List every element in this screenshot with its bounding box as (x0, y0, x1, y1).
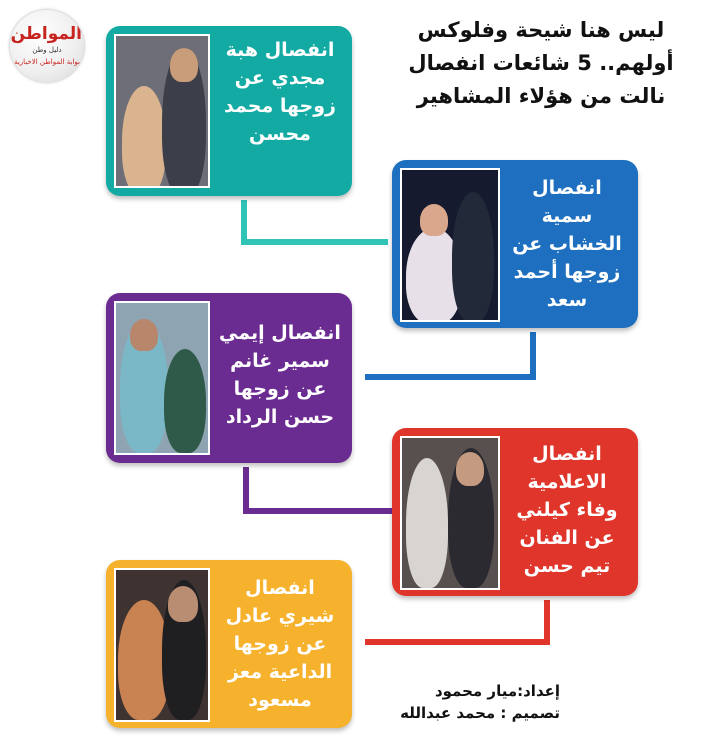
card-photo (114, 568, 210, 722)
headline-line-2: أولهم.. 5 شائعات انفصال (408, 51, 674, 75)
connector-teal (244, 200, 388, 242)
card-photo (114, 301, 210, 455)
card-photo (114, 34, 210, 188)
card-photo (400, 436, 500, 590)
headline-line-1: ليس هنا شيحة وفلوكس (417, 18, 665, 42)
card-heba-magdy (106, 26, 352, 196)
card-text: انفصال شيري عادل عن زوجها الداعية معز مسعود (225, 577, 335, 711)
logo-tagline: دليل وطن (32, 46, 62, 54)
logo-subtitle: بوابة المواطن الاخبارية (14, 58, 80, 66)
card-text: انفصال سمية الخشاب عن زوجها أحمد سعد (512, 177, 622, 311)
credit-designed-by: تصميم : محمد عبدالله (400, 704, 560, 722)
credits (372, 680, 560, 724)
card-text: انفصال هبة مجدي عن زوجها محمد محسن (224, 39, 336, 145)
card-text: انفصال إيمي سمير غانم عن زوجها حسن الرداد (219, 322, 341, 428)
headline-line-3: نالت من هؤلاء المشاهير (416, 84, 666, 108)
card-wafaa-kilani (392, 428, 638, 596)
connector-purple (246, 467, 392, 511)
card-photo (400, 168, 500, 322)
card-amy-samir-ghanem (106, 293, 352, 463)
card-somaya-elkhashab (392, 160, 638, 328)
card-text: انفصال الاعلامية وفاء كيلني عن الفنان تيم حسن (516, 443, 618, 577)
card-sherry-adel (106, 560, 352, 728)
connector-red (365, 600, 547, 642)
credit-prepared-by: إعداد:ميار محمود (434, 682, 560, 700)
connector-blue (365, 332, 533, 377)
logo-brand-text: المواطن (10, 24, 82, 44)
